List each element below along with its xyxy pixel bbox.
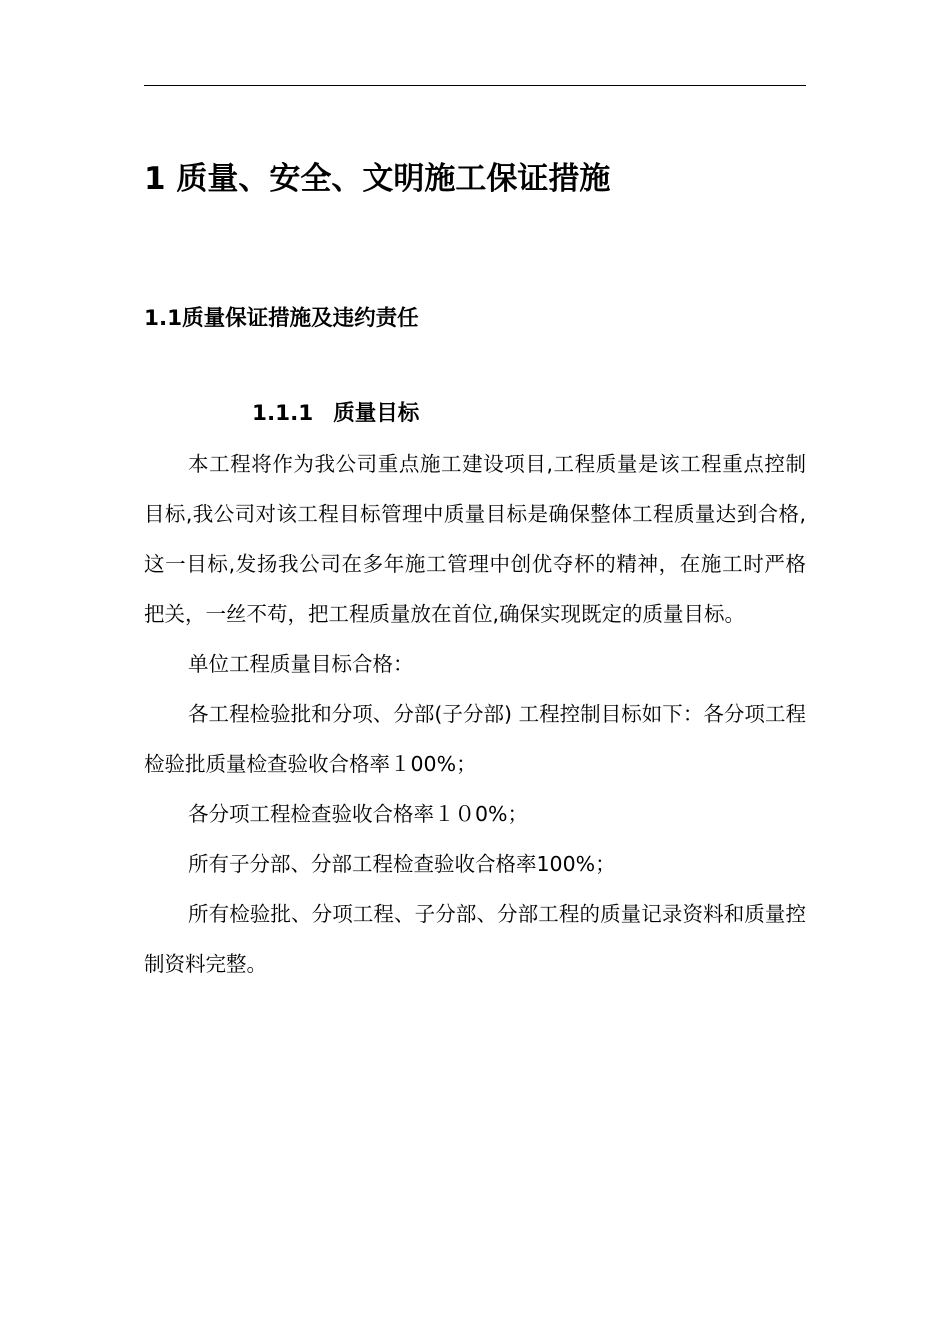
paragraph: 各工程检验批和分项、分部(子分部) 工程控制目标如下：各分项工程检验批质量检查验收合格率１00%； [144, 702, 806, 776]
heading-3-number: 1.1.1 [252, 401, 314, 426]
body-text [144, 439, 806, 989]
heading-2: 1.1质量保证措施及违约责任 [144, 306, 419, 331]
paragraph: 单位工程质量目标合格： [188, 652, 414, 676]
paragraph: 所有子分部、分部工程检查验收合格率100%； [188, 852, 616, 876]
paragraph: 所有检验批、分项工程、子分部、分部工程的质量记录资料和质量控制资料完整。 [144, 902, 806, 976]
heading-3 [252, 398, 419, 430]
paragraph: 本工程将作为我公司重点施工建设项目,工程质量是该工程重点控制目标,我公司对该工程目标管理中质量目标是确保整体工程质量达到合格,这一目标,发扬我公司在多年施工管理中创优夺杯的精神，在施工时严格把关，一丝不苟，把工程质量放在首位,确保实现既定的质量目标。 [144, 452, 806, 626]
heading-1: 1 质量、安全、文明施工保证措施 [144, 161, 611, 197]
paragraph: 各分项工程检查验收合格率１０0%； [188, 802, 529, 826]
heading-3-title: 质量目标 [333, 401, 420, 426]
header-rule [144, 85, 806, 86]
